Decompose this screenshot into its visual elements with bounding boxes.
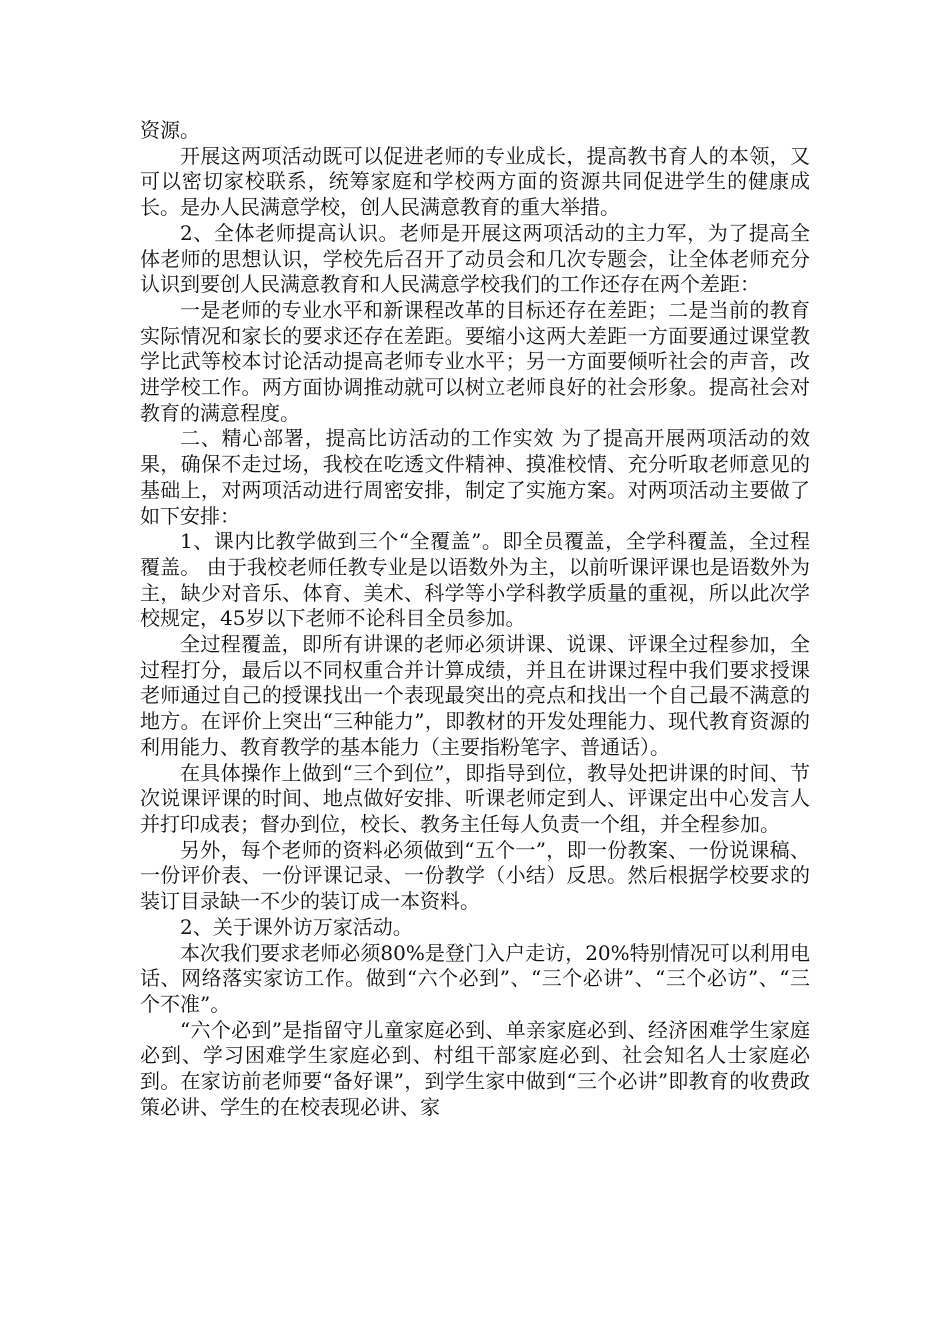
paragraph-three-in-place: 在具体操作上做到“三个到位”，即指导到位，教导处把讲课的时间、节次说课评课的时间、地点做好安排、听课老师定到人、评课定出中心发言人并打印成表；督办到位，校长、教务主任每人负责一个组，并全程参加。 [140, 760, 810, 836]
paragraph-purpose: 开展这两项活动既可以促进老师的专业成长，提高教书育人的本领，又可以密切家校联系，统筹家庭和学校两方面的资源共同促进学生的健康成长。是办人民满意学校，创人民满意教育的重大举措。 [140, 143, 810, 220]
paragraph-whole-process: 全过程覆盖，即所有讲课的老师必须讲课、说课、评课全过程参加，全过程打分，最后以不同权重合并计算成绩，并且在讲课过程中我们要求授课老师通过自己的授课找出一个表现最突出的亮点和找出一个自己最不满意的地方。在评价上突出“三种能力”，即教材的开发处理能力、现代教育资源的利用能力、教育教学的基本能力（主要指粉笔字、普通话）。 [140, 632, 810, 759]
paragraph-deployment: 二、精心部署，提高比访活动的工作实效 为了提高开展两项活动的效果，确保不走过场，我校在吃透文件精神、摸准校情、充分听取老师意见的基础上，对两项活动进行周密安排，制定了实施方案。对两项活动主要做了如下安排： [140, 426, 810, 528]
paragraph-full-coverage: 1、课内比教学做到三个“全覆盖”。即全员覆盖，全学科覆盖，全过程覆盖。 由于我校老师任教专业是以语数外为主，以前听课评课也是语数外为主，缺少对音乐、体育、美术、科学等小学科教学质量的重视，所以此次学校规定，45岁以下老师不论科目全员参加。 [140, 529, 810, 631]
paragraph-five-ones: 另外，每个老师的资料必须做到“五个一”，即一份教案、一份说课稿、一份评价表、一份评课记录、一份教学（小结）反思。然后根据学校要求的装订目录缺一不少的装订成一本资料。 [140, 837, 810, 914]
paragraph-gaps: 一是老师的专业水平和新课程改革的目标还存在差距；二是当前的教育实际情况和家长的要求还存在差距。要缩小这两大差距一方面要通过课堂教学比武等校本讨论活动提高老师专业水平；另一方面要倾听社会的声音，改进学校工作。两方面协调推动就可以树立老师良好的社会形象。提高社会对教育的满意程度。 [140, 297, 810, 425]
paragraph-six-must-visit: “六个必到”是指留守儿童家庭必到、单亲家庭必到、经济困难学生家庭必到、学习困难学生家庭必到、村组干部家庭必到、社会知名人士家庭必到。在家访前老师要“备好课”，到学生家中做到“三个必讲”即教育的收费政策必讲、学生的在校表现必讲、家 [140, 1017, 810, 1119]
paragraph-continuation: 资源。 [140, 118, 200, 142]
paragraph-home-visit-heading: 2、关于课外访万家活动。 [180, 914, 413, 939]
paragraph-awareness: 2、全体老师提高认识。老师是开展这两项活动的主力军，为了提高全体老师的思想认识，学校先后召开了动员会和几次专题会，让全体老师充分认识到要创人民满意教育和人民满意学校我们的工作还存在两个差距： [140, 220, 810, 297]
paragraph-home-visit-requirements: 本次我们要求老师必须80%是登门入户走访，20%特别情况可以利用电话、网络落实家访工作。做到“六个必到”、“三个必讲”、“三个必访”、“三个不准”。 [140, 940, 810, 1016]
document-page [140, 118, 810, 1120]
